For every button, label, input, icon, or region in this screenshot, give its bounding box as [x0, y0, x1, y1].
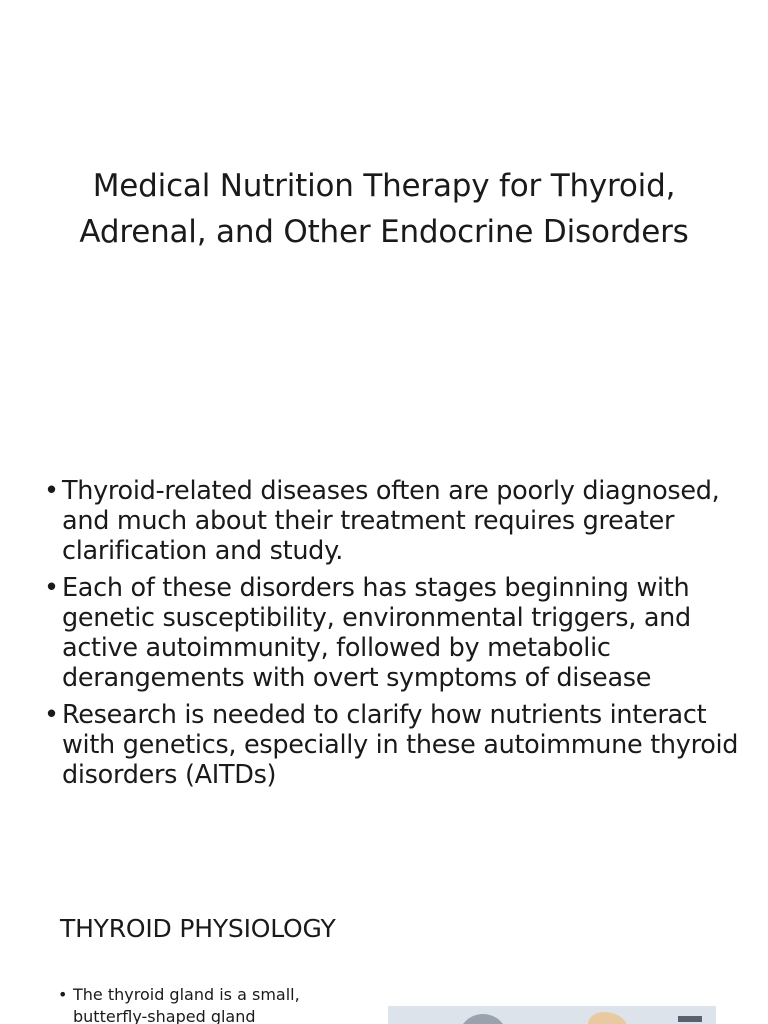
- section-heading: THYROID PHYSIOLOGY: [60, 914, 336, 943]
- bullet-glyph: •: [44, 573, 59, 603]
- bullet-glyph: •: [58, 985, 68, 1004]
- bullet-list: [26, 476, 742, 797]
- physiology-item: [58, 984, 358, 1024]
- physiology-list: [58, 984, 358, 1024]
- bullet-text: Thyroid-related diseases often are poorly diagnosed, and much about their treatment requires greater clarification and study.: [62, 476, 720, 566]
- bullet-slide: [0, 430, 768, 860]
- illustration-circle: [458, 1014, 508, 1024]
- bullet-text: Each of these disorders has stages beginning with genetic susceptibility, environmental triggers, and active autoimmunity, followed by metabolic derangements with overt symptoms of disease: [62, 573, 691, 693]
- illustration-label-mark: [678, 1016, 702, 1022]
- bullet-item: [26, 700, 742, 790]
- bullet-glyph: •: [44, 700, 59, 730]
- bullet-glyph: •: [44, 476, 59, 506]
- thyroid-illustration: [388, 1006, 716, 1024]
- bullet-item: [26, 476, 742, 566]
- bullet-text: Research is needed to clarify how nutrients interact with genetics, especially in these autoimmune thyroid disorders (AITDs): [62, 700, 739, 790]
- physiology-slide: [0, 860, 768, 1024]
- physiology-text: The thyroid gland is a small, butterfly-shaped gland: [73, 985, 300, 1024]
- title-slide: [0, 0, 768, 430]
- bullet-item: [26, 573, 742, 693]
- slide-title: Medical Nutrition Therapy for Thyroid, Adrenal, and Other Endocrine Disorders: [79, 168, 689, 250]
- illustration-gland-shape: [588, 1012, 628, 1024]
